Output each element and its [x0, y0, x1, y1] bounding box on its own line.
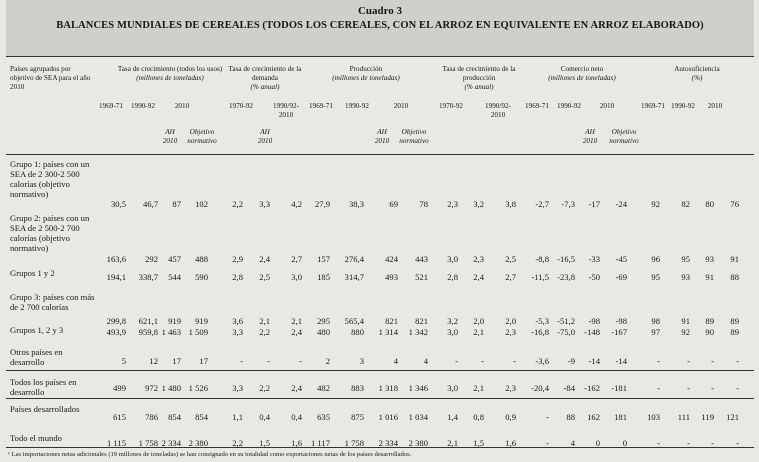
table-cell: 38,3: [348, 199, 364, 209]
table-cell: 194,1: [106, 272, 126, 282]
table-cell: 2 334: [161, 438, 181, 448]
table-cell: 1 758: [138, 438, 158, 448]
row-label-header: Países agrupados por objetivo de SEA para el año 2010: [10, 65, 91, 91]
table-cell: 1 758: [344, 438, 364, 448]
table-cell: 2,2: [259, 383, 270, 393]
period-header: 1969-71: [99, 102, 123, 110]
table-cell: 1,5: [259, 438, 270, 448]
table-cell: 3,2: [473, 199, 484, 209]
table-cell: 91: [705, 272, 714, 282]
table-cell: -5,3: [535, 316, 549, 326]
table-cell: 821: [415, 316, 428, 326]
table-cell: 17: [199, 356, 208, 366]
table-cell: 87: [172, 199, 181, 209]
row-label: Todos los países en desarrollo: [10, 377, 77, 397]
table-cell: -: [299, 356, 302, 366]
period-header: 2010: [174, 102, 190, 110]
table-cell: 821: [385, 316, 398, 326]
table-cell: 457: [168, 254, 181, 264]
table-cell: 590: [195, 272, 208, 282]
table-cell: 2,7: [505, 272, 516, 282]
table-cell: -: [657, 438, 660, 448]
table-cell: 0: [622, 438, 627, 448]
row-label: Grupo 1: países con un SEA de 2 300-2 500 calorías (objetivo normativo): [10, 159, 90, 199]
period-header: 1969-71: [641, 102, 665, 110]
table-cell: 3: [359, 356, 364, 366]
table-cell: 2,5: [259, 272, 270, 282]
table-cell: 2,1: [291, 316, 302, 326]
period-header: 1969-71: [525, 102, 549, 110]
row-label: Grupo 3: países con más de 2 700 calorías: [10, 292, 95, 312]
table-cell: 93: [681, 272, 690, 282]
table-cell: 3,8: [505, 199, 516, 209]
table-cell: 2,3: [473, 254, 484, 264]
table-cell: 2: [325, 356, 330, 366]
table-cell: 1,4: [447, 412, 458, 422]
table-cell: 2,3: [505, 383, 516, 393]
table-cell: -: [687, 356, 690, 366]
table-cell: 621,1: [138, 316, 158, 326]
table-cell: 88: [566, 412, 575, 422]
table-cell: 2,1: [259, 316, 270, 326]
footnote-text: Las importaciones netas adicionales (19 millones de toneladas) se han consignado en su totalidad como exportaciones netas de los países desarrollados.: [11, 451, 412, 458]
table-cell: -14: [615, 356, 627, 366]
table-cell: 493,9: [106, 327, 126, 337]
table-cell: 499: [113, 383, 126, 393]
table-cell: 3,0: [291, 272, 302, 282]
table-cell: 424: [385, 254, 398, 264]
table-cell: -: [546, 412, 549, 422]
table-cell: 615: [113, 412, 126, 422]
table-cell: 96: [651, 254, 660, 264]
table-cell: 3,0: [447, 254, 458, 264]
rule: [6, 56, 754, 57]
table-cell: 2 334: [378, 438, 398, 448]
table-cell: 2,1: [473, 327, 484, 337]
table-cell: 292: [145, 254, 158, 264]
header-group-5: Comercio neto (millones de toneladas): [548, 65, 616, 82]
period-header: Objetivo normativo: [399, 128, 429, 145]
table-cell: 98: [651, 316, 660, 326]
rule: [6, 370, 754, 371]
table-cell: 883: [351, 383, 364, 393]
table-cell: 103: [647, 412, 660, 422]
table-cell: 2 380: [188, 438, 208, 448]
table-cell: -24: [615, 199, 627, 209]
table-cell: -: [546, 438, 549, 448]
table-cell: 93: [705, 254, 714, 264]
table-cell: 89: [705, 316, 714, 326]
table-cell: 480: [317, 327, 330, 337]
table-cell: 1,5: [473, 438, 484, 448]
table-cell: 17: [172, 356, 181, 366]
table-cell: 443: [415, 254, 428, 264]
table-cell: 121: [726, 412, 739, 422]
table-cell: 76: [730, 199, 739, 209]
table-cell: -: [736, 383, 739, 393]
table-cell: 880: [351, 327, 364, 337]
period-header: AH 2010: [374, 128, 390, 145]
table-cell: 92: [651, 199, 660, 209]
table-cell: 2,2: [232, 199, 243, 209]
row-label: Países desarrollados: [10, 404, 80, 414]
table-cell: 875: [351, 412, 364, 422]
table-cell: 2,8: [447, 272, 458, 282]
table-cell: 89: [730, 327, 739, 337]
period-header: Objetivo normativo: [187, 128, 217, 145]
period-header: 2010: [707, 102, 723, 110]
table-cell: -: [267, 356, 270, 366]
table-cell: -: [481, 356, 484, 366]
header-group-2: Tasa de crecimiento de la demanda (% anual): [228, 65, 302, 91]
table-cell: 1,1: [232, 412, 243, 422]
row-label: Otros países en desarrollo: [10, 347, 63, 367]
table-cell: 0,8: [473, 412, 484, 422]
period-header: Objetivo normativo: [609, 128, 639, 145]
table-cell: -: [711, 383, 714, 393]
table-cell: 2,3: [505, 327, 516, 337]
table-cell: 919: [168, 316, 181, 326]
table-cell: 78: [419, 199, 428, 209]
table-cell: -17: [588, 199, 600, 209]
table-cell: 2,8: [232, 272, 243, 282]
table-cell: 2,2: [232, 438, 243, 448]
table-cell: 2,4: [291, 383, 302, 393]
table-cell: -181: [611, 383, 627, 393]
table-cell: 89: [730, 316, 739, 326]
table-cell: 30,5: [110, 199, 126, 209]
header-group-6: Autosuficiencia (%): [674, 65, 720, 82]
table-cell: 0,4: [291, 412, 302, 422]
table-cell: -98: [615, 316, 627, 326]
table-cell: 2,2: [259, 327, 270, 337]
table-cell: 3,3: [232, 327, 243, 337]
table-cell: 482: [317, 383, 330, 393]
table-cell: 544: [168, 272, 181, 282]
row-label: Grupo 2: países con un SEA de 2 500-2 700 calorías (objetivo normativo): [10, 213, 90, 253]
table-cell: 163,6: [106, 254, 126, 264]
table-cell: 102: [195, 199, 208, 209]
table-cell: 786: [145, 412, 158, 422]
table-cell: -11,5: [531, 272, 549, 282]
table-cell: 157: [317, 254, 330, 264]
table-cell: -69: [615, 272, 627, 282]
table-cell: 295: [317, 316, 330, 326]
table-cell: -16,8: [531, 327, 549, 337]
table-cell: 91: [681, 316, 690, 326]
table-cell: 1 117: [310, 438, 330, 448]
table-cell: 80: [705, 199, 714, 209]
rule: [6, 398, 754, 399]
table-cell: -20,4: [531, 383, 549, 393]
period-header: 1990-92: [671, 102, 695, 110]
table-cell: -16,5: [557, 254, 575, 264]
period-header: 2010: [393, 102, 409, 110]
table-cell: 4: [570, 438, 575, 448]
table-cell: 95: [651, 272, 660, 282]
table-cell: -148: [584, 327, 600, 337]
period-header: 1990-92: [131, 102, 155, 110]
table-cell: -167: [611, 327, 627, 337]
table-cell: 27,9: [314, 199, 330, 209]
table-cell: 488: [195, 254, 208, 264]
table-cell: -: [687, 383, 690, 393]
table-cell: -: [657, 356, 660, 366]
table-cell: 2 380: [408, 438, 428, 448]
table-cell: -: [687, 438, 690, 448]
period-header: 1990-92: [345, 102, 369, 110]
table-cell: -8,8: [535, 254, 549, 264]
table-cell: 276,4: [344, 254, 364, 264]
table-cell: 46,7: [142, 199, 158, 209]
table-cell: 88: [730, 272, 739, 282]
table-cell: 493: [385, 272, 398, 282]
table-cell: -98: [588, 316, 600, 326]
table-cell: 95: [681, 254, 690, 264]
table-cell: 90: [705, 327, 714, 337]
table-cell: 82: [681, 199, 690, 209]
table-cell: -33: [588, 254, 600, 264]
table-cell: 2,1: [447, 438, 458, 448]
table-cell: 1 318: [378, 383, 398, 393]
table-cell: 2,4: [291, 327, 302, 337]
table-cell: -9: [567, 356, 575, 366]
period-header: 2010: [599, 102, 615, 110]
table-cell: 338,7: [138, 272, 158, 282]
table-cell: -2,7: [535, 199, 549, 209]
period-header: 1969-71: [309, 102, 333, 110]
header-group-1: Tasa de crecimiento (todos los usos) (millones de toneladas): [117, 65, 223, 82]
table-cell: 521: [415, 272, 428, 282]
table-cell: 1 314: [378, 327, 398, 337]
table-cell: 2,9: [232, 254, 243, 264]
table-cell: -3,6: [535, 356, 549, 366]
table-cell: 4: [423, 356, 428, 366]
table-cell: 1 115: [106, 438, 126, 448]
table-cell: 1 342: [408, 327, 428, 337]
table-cell: -: [240, 356, 243, 366]
table-cell: 2,4: [259, 254, 270, 264]
period-header: 1970-92: [229, 102, 253, 110]
table-cell: -: [736, 438, 739, 448]
table-cell: -14: [588, 356, 600, 366]
table-cell: 3,6: [232, 316, 243, 326]
table-cell: 299,8: [106, 316, 126, 326]
table-cell: -: [711, 438, 714, 448]
footnote-mark: ¹: [8, 451, 12, 458]
table-cell: 2,3: [447, 199, 458, 209]
table-cell: 2,4: [473, 272, 484, 282]
period-header: AH 2010: [162, 128, 178, 145]
table-number: Cuadro 3: [357, 5, 403, 17]
table-cell: 0: [595, 438, 600, 448]
table-cell: 1 034: [408, 412, 428, 422]
table-cell: 314,7: [344, 272, 364, 282]
table-cell: 162: [587, 412, 600, 422]
row-label: Grupos 1, 2 y 3: [10, 325, 64, 335]
period-header: 1990-92: [557, 102, 581, 110]
period-header: 1970-92: [439, 102, 463, 110]
table-cell: 92: [681, 327, 690, 337]
table-cell: 854: [168, 412, 181, 422]
table-cell: -: [736, 356, 739, 366]
table-cell: -23,8: [557, 272, 575, 282]
table-cell: 5: [121, 356, 126, 366]
table-cell: -51,2: [557, 316, 575, 326]
table-cell: 0,4: [259, 412, 270, 422]
table-cell: 1 016: [378, 412, 398, 422]
table-cell: 4,2: [291, 199, 302, 209]
table-cell: 181: [614, 412, 627, 422]
rule: [6, 154, 754, 155]
title-box: [6, 0, 754, 57]
table-cell: -7,3: [561, 199, 575, 209]
period-header: 1990/92- 2010: [485, 102, 511, 119]
table-cell: 565,4: [344, 316, 364, 326]
table-cell: 854: [195, 412, 208, 422]
table-cell: -75,0: [557, 327, 575, 337]
table-cell: 3,3: [259, 199, 270, 209]
table-cell: 4: [393, 356, 398, 366]
table-cell: 2,1: [473, 383, 484, 393]
table-cell: 2,0: [505, 316, 516, 326]
table-cell: 1 480: [161, 383, 181, 393]
table-cell: 97: [651, 327, 660, 337]
table-cell: 111: [677, 412, 690, 422]
table-cell: 972: [145, 383, 158, 393]
row-label: Grupos 1 y 2: [10, 268, 55, 278]
table-cell: 119: [701, 412, 714, 422]
table-cell: 91: [730, 254, 739, 264]
table-cell: 919: [195, 316, 208, 326]
table-cell: -: [513, 356, 516, 366]
table-cell: 0,9: [505, 412, 516, 422]
row-label: Todo el mundo: [10, 433, 62, 443]
table-cell: 2,0: [473, 316, 484, 326]
table-cell: -162: [584, 383, 600, 393]
footnote: [8, 451, 411, 458]
table-cell: 2,5: [505, 254, 516, 264]
table-cell: -50: [588, 272, 600, 282]
table-cell: 1,6: [505, 438, 516, 448]
period-header: AH 2010: [257, 128, 273, 145]
table-cell: -: [711, 356, 714, 366]
table-cell: 2,7: [291, 254, 302, 264]
table-cell: 3,0: [447, 383, 458, 393]
table-cell: 3,0: [447, 327, 458, 337]
table-cell: 1 346: [408, 383, 428, 393]
table-cell: 959,8: [138, 327, 158, 337]
table-cell: 185: [317, 272, 330, 282]
table-cell: 69: [389, 199, 398, 209]
table-cell: -84: [563, 383, 575, 393]
table-cell: 1 526: [188, 383, 208, 393]
table-cell: 1 509: [188, 327, 208, 337]
period-header: AH 2010: [582, 128, 598, 145]
header-group-4: Tasa de crecimiento de la producción (% anual): [442, 65, 516, 91]
table-cell: 3,3: [232, 383, 243, 393]
table-cell: -: [657, 383, 660, 393]
table-cell: 1 463: [161, 327, 181, 337]
table-cell: -45: [615, 254, 627, 264]
table-cell: 635: [317, 412, 330, 422]
table-cell: 3,2: [447, 316, 458, 326]
period-header: 1990/92- 2010: [273, 102, 299, 119]
header-group-3: Producción (millones de toneladas): [332, 65, 400, 82]
table-cell: 12: [149, 356, 158, 366]
table-cell: 1,6: [291, 438, 302, 448]
table-cell: -: [455, 356, 458, 366]
table-title: BALANCES MUNDIALES DE CEREALES (TODOS LOS CEREALES, CON EL ARROZ EN EQUIVALENTE EN ARROZ ELABORADO): [56, 20, 704, 31]
